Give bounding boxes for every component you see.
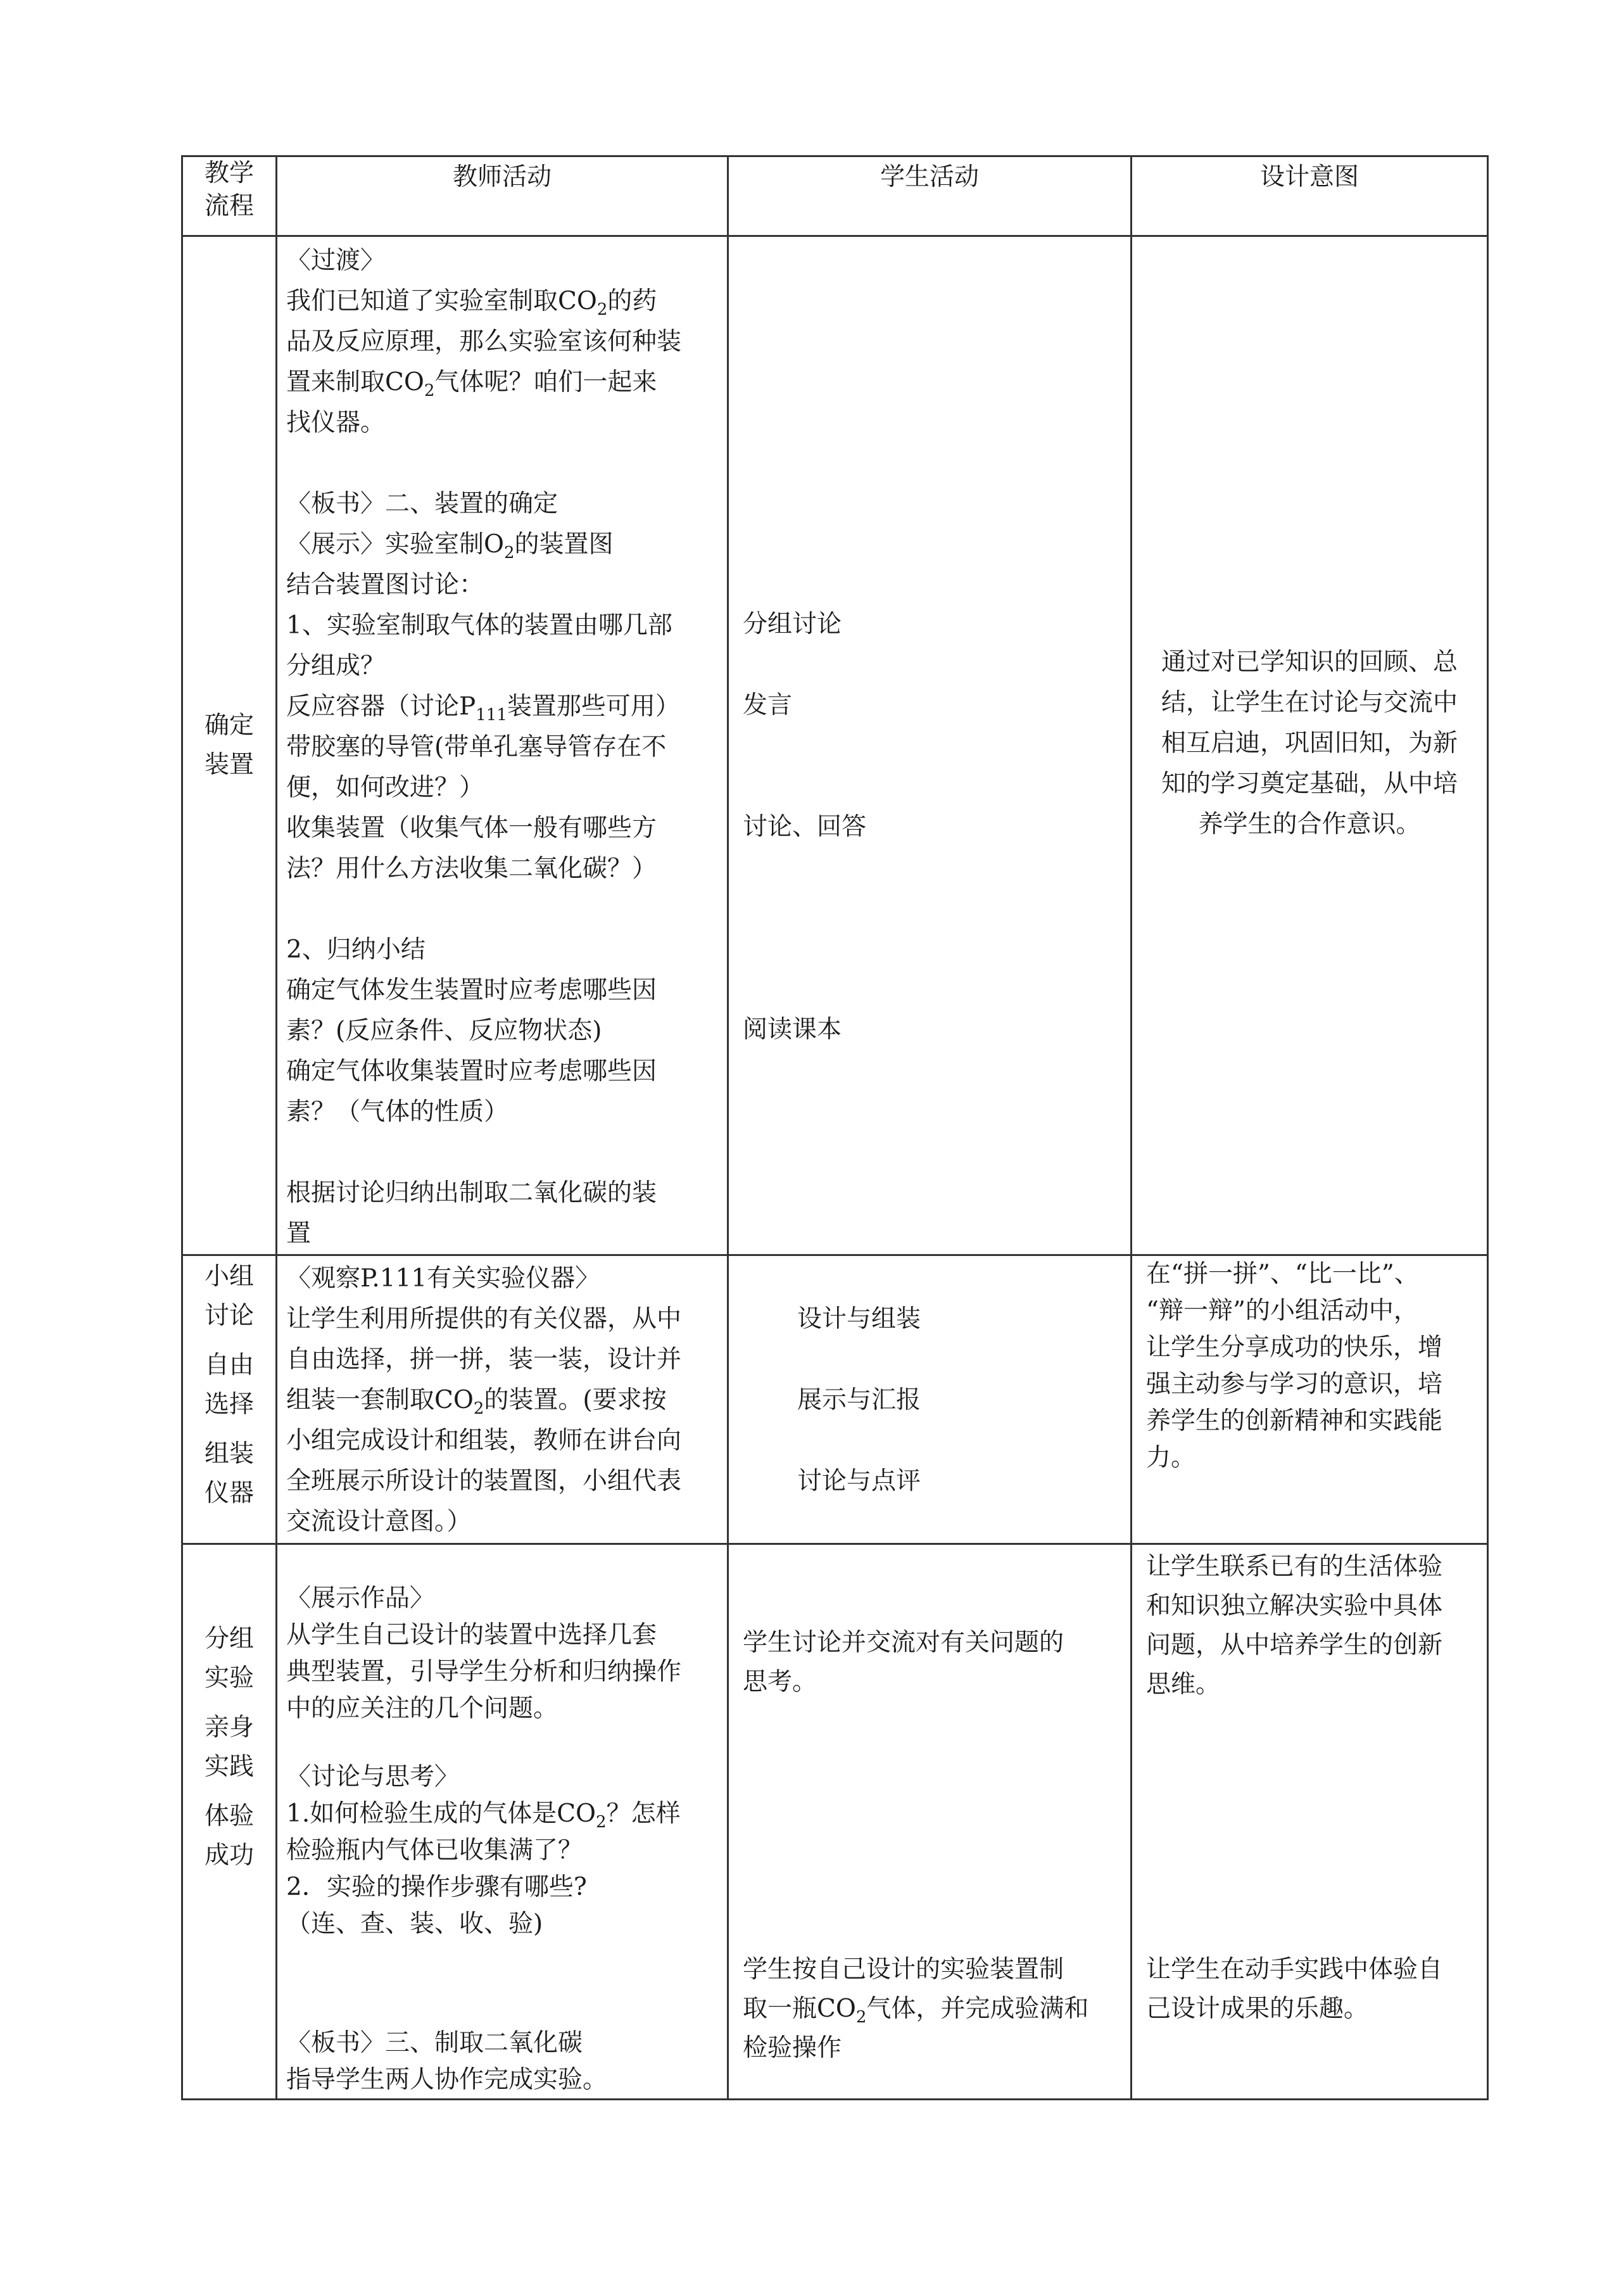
student-cell: 学生讨论并交流对有关问题的 思考。 学生按自己设计的实验装置制 取一瓶$CO_2$气体，并完成验满和 检验操作 bbox=[728, 1544, 1132, 2100]
teacher-cell: 〈过渡〉 我们已知道了实验室制取$CO_2$的药 品及反应原理，那么实验室该何种装 置来制取$CO_2$气体呢？咱们一起来 找仪器。 〈板书〉二、装置的确定 〈展示〉实验室制$O_2$的装置图 结合装置图讨论： 1、实验室制取气体的装置由哪几部 分组成？ 反应容器（讨论$P_{111}$装置那些可用） 带胶塞的导管(带单孔塞导管存在不 便，如何改进？） 收集装置（收集气体一般有哪些方 法？用什么方法收集二氧化碳？） 2、归纳小结 确定气体发生装置时应考虑哪些因 素？(反应条件、反应物状态) 确定气体收集装置时应考虑哪些因 素？（气体的性质） 根据讨论归纳出制取二氧化碳的装 置 bbox=[277, 236, 728, 1255]
stage-cell: 确定 装置 bbox=[182, 236, 277, 1255]
teacher-cell: 〈展示作品〉 从学生自己设计的装置中选择几套 典型装置，引导学生分析和归纳操作 中的应关注的几个问题。 〈讨论与思考〉 1.如何检验生成的气体是$CO_2$？怎样 检验瓶内气体已收集满了？ 2．实验的操作步骤有哪些? （连、查、装、收、验) 〈板书〉三、制取二氧化碳 指导学生两人协作完成实验。 bbox=[277, 1544, 728, 2100]
header-intent: 设计意图 bbox=[1132, 156, 1488, 236]
student-cell: 设计与组装 展示与汇报 讨论与点评 bbox=[728, 1255, 1132, 1544]
stage-cell: 小组 讨论 自由 选择 组装 仪器 bbox=[182, 1255, 277, 1544]
teacher-cell: 〈观察P.111有关实验仪器〉 让学生利用所提供的有关仪器，从中 自由选择，拼一拼，装一装，设计并 组装一套制取$CO_2$的装置。(要求按 小组完成设计和组装，教师在讲台向 全班展示所设计的装置图，小组代表 交流设计意图。） bbox=[277, 1255, 728, 1544]
header-row bbox=[182, 156, 1488, 236]
row-group-discussion bbox=[182, 1255, 1488, 1544]
intent-cell: 通过对已学知识的回顾、总 结，让学生在讨论与交流中 相互启迪，巩固旧知，为新 知的学习奠定基础，从中培 养学生的合作意识。 bbox=[1132, 236, 1488, 1255]
header-flow: 教学 流程 bbox=[182, 156, 277, 236]
intent-cell: 让学生联系已有的生活体验 和知识独立解决实验中具体 问题，从中培养学生的创新 思维。 让学生在动手实践中体验自 己设计成果的乐趣。 bbox=[1132, 1544, 1488, 2100]
student-cell: 分组讨论 发言 讨论、回答 阅读课本 bbox=[728, 236, 1132, 1255]
intent-cell: 在“拼一拼”、“比一比”、 “辩一辩”的小组活动中， 让学生分享成功的快乐，增 强主动参与学习的意识，培 养学生的创新精神和实践能 力。 bbox=[1132, 1255, 1488, 1544]
header-student: 学生活动 bbox=[728, 156, 1132, 236]
header-teacher: 教师活动 bbox=[277, 156, 728, 236]
lesson-plan-table bbox=[181, 155, 1489, 2100]
row-determine-apparatus bbox=[182, 236, 1488, 1255]
stage-cell: 分组 实验 亲身 实践 体验 成功 bbox=[182, 1544, 277, 2100]
row-group-experiment bbox=[182, 1544, 1488, 2100]
